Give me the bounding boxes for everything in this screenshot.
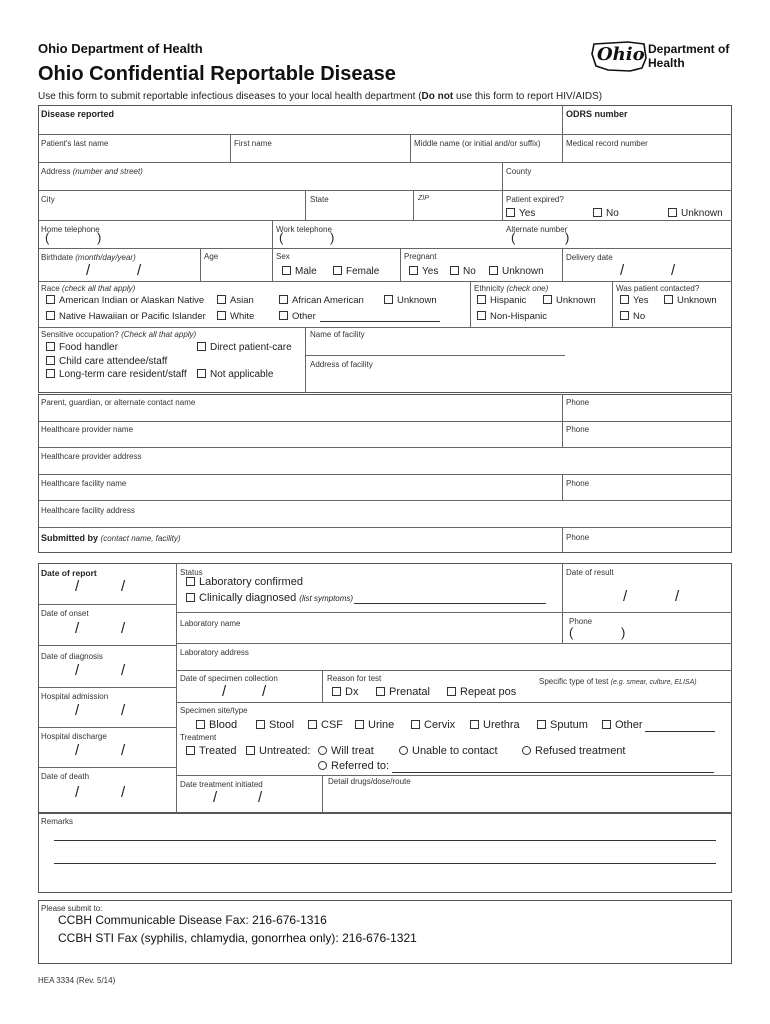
address-field[interactable] xyxy=(40,176,500,189)
checkbox-icon[interactable] xyxy=(217,311,226,320)
status-clinical-option[interactable]: Clinically diagnosed (list symptoms) xyxy=(186,592,353,604)
date-slash: / xyxy=(121,742,126,759)
close-paren: ) xyxy=(621,625,626,640)
contacted-yes-option[interactable]: Yes xyxy=(620,295,649,306)
sex-male-option[interactable]: Male xyxy=(282,266,317,277)
logo-word: Ohio xyxy=(597,44,645,65)
race-label: Race (check all that apply) xyxy=(41,284,136,293)
checkbox-icon[interactable] xyxy=(593,208,602,217)
hospital-discharge-field[interactable] xyxy=(40,742,174,766)
will-treat-option[interactable]: Will treat xyxy=(318,745,374,757)
date-slash: / xyxy=(75,702,80,719)
reason-prenatal-option[interactable]: Prenatal xyxy=(376,686,430,698)
checkbox-icon[interactable] xyxy=(46,356,55,365)
pregnant-label: Pregnant xyxy=(404,252,437,261)
lab-address-field[interactable] xyxy=(178,657,730,669)
lab-name-label: Laboratory name xyxy=(180,619,241,628)
provider-address-label: Healthcare provider address xyxy=(41,452,142,461)
submit-label: Please submit to: xyxy=(41,904,103,913)
specific-test-label: Specific type of test (e.g. smear, culture, ELISA) xyxy=(539,677,697,686)
date-report-label: Date of report xyxy=(41,568,97,578)
date-death-field[interactable] xyxy=(40,782,174,810)
checkbox-icon[interactable] xyxy=(543,295,552,304)
lab-name-field[interactable] xyxy=(178,628,560,642)
parent-contact-label: Parent, guardian, or alternate contact name xyxy=(41,398,196,407)
specific-test-field[interactable] xyxy=(537,687,730,701)
checkbox-icon[interactable] xyxy=(197,369,206,378)
facility-address-label: Address of facility xyxy=(310,360,373,369)
checkbox-icon[interactable] xyxy=(602,720,611,729)
last-name-label: Patient's last name xyxy=(41,139,109,148)
untreated-option[interactable]: Untreated: xyxy=(246,745,310,757)
date-slash: / xyxy=(262,683,267,700)
remarks-line[interactable] xyxy=(54,840,716,841)
checkbox-icon[interactable] xyxy=(477,295,486,304)
radio-icon[interactable] xyxy=(399,746,408,755)
date-slash: / xyxy=(213,789,218,806)
checkbox-icon[interactable] xyxy=(537,720,546,729)
checkbox-icon[interactable] xyxy=(46,295,55,304)
delivery-date-label: Delivery date xyxy=(566,253,613,262)
open-paren: ( xyxy=(45,230,50,245)
checkbox-icon[interactable] xyxy=(46,311,55,320)
expired-yes-option[interactable]: Yes xyxy=(506,208,535,219)
date-slash: / xyxy=(121,784,126,801)
facility-phone-label: Phone xyxy=(566,479,590,488)
date-slash: / xyxy=(623,588,628,605)
pregnant-unknown-option[interactable]: Unknown xyxy=(489,266,544,277)
mrn-label: Medical record number xyxy=(566,139,648,148)
age-field[interactable] xyxy=(202,262,270,280)
date-slash: / xyxy=(75,784,80,801)
checkbox-icon[interactable] xyxy=(256,720,265,729)
hospital-admission-field[interactable] xyxy=(40,702,174,726)
expired-no-option[interactable]: No xyxy=(593,208,619,219)
checkbox-icon[interactable] xyxy=(282,266,291,275)
checkbox-icon[interactable] xyxy=(46,342,55,351)
work-phone-label: Work telephone xyxy=(276,225,332,234)
checkbox-icon[interactable] xyxy=(506,208,515,217)
checkbox-icon[interactable] xyxy=(355,720,364,729)
open-paren: ( xyxy=(279,230,284,245)
date-slash: / xyxy=(75,578,80,595)
date-slash: / xyxy=(620,262,625,279)
last-name-field[interactable] xyxy=(40,148,228,161)
pregnant-yes-option[interactable]: Yes xyxy=(409,266,438,277)
parent-phone-field[interactable] xyxy=(564,408,730,420)
healthcare-facility-phone-field[interactable] xyxy=(564,488,730,500)
mrn-field[interactable] xyxy=(564,148,730,161)
submitted-by-field[interactable] xyxy=(40,541,560,552)
birthdate-label: Birthdate (month/day/year) xyxy=(41,253,136,262)
checkbox-icon[interactable] xyxy=(186,593,195,602)
form-footer: HEA 3334 (Rev. 5/14) xyxy=(38,976,116,985)
submit-fax-2: CCBH STI Fax (syphilis, chlamydia, gonorrhea only): 216-676-1321 xyxy=(58,931,417,945)
reason-label: Reason for test xyxy=(327,674,382,683)
date-slash: / xyxy=(675,588,680,605)
checkbox-icon[interactable] xyxy=(279,311,288,320)
status-label: Status xyxy=(180,568,203,577)
open-paren: ( xyxy=(511,230,516,245)
contacted-label: Was patient contacted? xyxy=(616,284,700,293)
date-slash: / xyxy=(86,262,91,279)
race-unknown-option[interactable]: Unknown xyxy=(384,295,437,306)
first-name-label: First name xyxy=(234,139,272,148)
logo-line2: Health xyxy=(648,56,685,70)
contacted-unknown-option[interactable]: Unknown xyxy=(664,295,717,306)
date-onset-field[interactable] xyxy=(40,620,174,644)
date-slash: / xyxy=(121,620,126,637)
race-native-hawaiian-option[interactable]: Native Hawaiian or Pacific Islander xyxy=(46,311,206,322)
facility-address-label: Healthcare facility address xyxy=(41,506,135,515)
site-urine-option[interactable]: Urine xyxy=(355,719,394,731)
checkbox-icon[interactable] xyxy=(384,295,393,304)
date-result-label: Date of result xyxy=(566,568,614,577)
ethnicity-unknown-option[interactable]: Unknown xyxy=(543,295,596,306)
healthcare-facility-field[interactable] xyxy=(40,488,560,500)
occupation-not-applicable-option[interactable]: Not applicable xyxy=(197,369,273,380)
middle-name-label: Middle name (or initial and/or suffix) xyxy=(414,139,541,148)
expired-unknown-option[interactable]: Unknown xyxy=(668,208,723,219)
submitted-phone-field[interactable] xyxy=(564,541,730,552)
treatment-date-field[interactable] xyxy=(178,789,320,811)
date-slash: / xyxy=(75,620,80,637)
date-slash: / xyxy=(671,262,676,279)
radio-icon[interactable] xyxy=(318,746,327,755)
checkbox-icon[interactable] xyxy=(620,295,629,304)
checkbox-icon[interactable] xyxy=(186,746,195,755)
facility-name-label: Healthcare facility name xyxy=(41,479,127,488)
checkbox-icon[interactable] xyxy=(489,266,498,275)
checkbox-icon[interactable] xyxy=(470,720,479,729)
checkbox-icon[interactable] xyxy=(186,577,195,586)
specimen-date-label: Date of specimen collection xyxy=(180,674,278,683)
date-slash: / xyxy=(258,789,263,806)
reason-dx-option[interactable]: Dx xyxy=(332,686,358,698)
occupation-long-term-care-option[interactable]: Long-term care resident/staff xyxy=(46,369,187,380)
provider-name-label: Healthcare provider name xyxy=(41,425,134,434)
occupation-food-handler-option[interactable]: Food handler xyxy=(46,342,118,353)
hospital-discharge-label: Hospital discharge xyxy=(41,732,107,741)
age-label: Age xyxy=(204,252,219,261)
site-blood-option[interactable]: Blood xyxy=(196,719,237,731)
odh-logo xyxy=(588,38,738,74)
remarks-line[interactable] xyxy=(54,863,716,864)
state-label: State xyxy=(310,195,329,204)
reason-repeat-option[interactable]: Repeat pos xyxy=(447,686,516,698)
odrs-number-field[interactable] xyxy=(564,120,730,133)
provider-name-field[interactable] xyxy=(40,434,560,446)
address-label: Address (number and street) xyxy=(41,167,143,176)
refused-treatment-option[interactable]: Refused treatment xyxy=(522,745,626,757)
site-urethra-option[interactable]: Urethra xyxy=(470,719,520,731)
pregnant-no-option[interactable]: No xyxy=(450,266,476,277)
occupation-direct-care-option[interactable]: Direct patient-care xyxy=(197,342,292,353)
patient-expired-label: Patient expired? xyxy=(506,195,564,204)
submitted-by-label: Submitted by (contact name, facility) xyxy=(41,533,181,543)
parent-contact-field[interactable] xyxy=(40,408,560,420)
date-slash: / xyxy=(121,702,126,719)
site-cervix-option[interactable]: Cervix xyxy=(411,719,455,731)
occupation-child-care-option[interactable]: Child care attendee/staff xyxy=(46,356,167,367)
zip-label: ZIP xyxy=(418,195,429,202)
parent-phone-label: Phone xyxy=(566,398,590,407)
date-slash: / xyxy=(137,262,142,279)
remarks-section xyxy=(38,813,732,893)
checkbox-icon[interactable] xyxy=(246,746,255,755)
county-label: County xyxy=(506,167,532,176)
treatment-date-label: Date treatment initiated xyxy=(180,780,263,789)
checkbox-icon[interactable] xyxy=(376,687,385,696)
lab-phone-label: Phone xyxy=(569,617,593,626)
checkbox-icon[interactable] xyxy=(308,720,317,729)
close-paren: ) xyxy=(330,230,335,245)
first-name-field[interactable] xyxy=(232,148,408,161)
middle-name-field[interactable] xyxy=(412,148,560,161)
home-phone-label: Home telephone xyxy=(41,225,100,234)
odrs-number-label: ODRS number xyxy=(566,109,628,119)
delivery-date-field[interactable] xyxy=(564,262,730,280)
treatment-label: Treatment xyxy=(180,733,217,742)
date-slash: / xyxy=(121,662,126,679)
race-other-line[interactable] xyxy=(320,321,440,322)
city-label: City xyxy=(41,195,55,204)
alternate-number-label: Alternate number xyxy=(506,225,568,234)
checkbox-icon[interactable] xyxy=(620,311,629,320)
site-sputum-option[interactable]: Sputum xyxy=(537,719,588,731)
checkbox-icon[interactable] xyxy=(333,266,342,275)
lab-address-label: Laboratory address xyxy=(180,648,249,657)
race-asian-option[interactable]: Asian xyxy=(217,295,254,306)
date-slash: / xyxy=(222,683,227,700)
date-death-label: Date of death xyxy=(41,772,90,781)
checkbox-icon[interactable] xyxy=(664,295,673,304)
referred-line[interactable] xyxy=(392,772,714,773)
referred-option[interactable]: Referred to: xyxy=(318,760,389,772)
symptoms-line[interactable] xyxy=(354,603,546,604)
status-confirmed-option[interactable]: Laboratory confirmed xyxy=(186,576,303,588)
date-report-field[interactable] xyxy=(40,578,174,602)
date-slash: / xyxy=(75,742,80,759)
date-slash: / xyxy=(121,578,126,595)
date-diagnosis-field[interactable] xyxy=(40,662,174,686)
contacted-no-option[interactable]: No xyxy=(620,311,645,322)
checkbox-icon[interactable] xyxy=(450,266,459,275)
provider-phone-label: Phone xyxy=(566,425,590,434)
open-paren: ( xyxy=(569,625,574,640)
ethnicity-label: Ethnicity (check one) xyxy=(474,284,549,293)
alternate-number-field[interactable] xyxy=(518,232,564,246)
facility-name-field[interactable] xyxy=(308,340,562,354)
close-paren: ) xyxy=(565,230,570,245)
provider-phone-field[interactable] xyxy=(564,434,730,446)
home-phone-field[interactable] xyxy=(52,232,96,246)
treated-option[interactable]: Treated xyxy=(186,745,237,757)
healthcare-facility-address-field[interactable] xyxy=(40,514,730,526)
specimen-site-label: Specimen site/type xyxy=(180,706,248,715)
specimen-date-field[interactable] xyxy=(178,683,320,701)
date-slash: / xyxy=(75,662,80,679)
work-phone-field[interactable] xyxy=(286,232,330,246)
occupation-label: Sensitive occupation? (Check all that apply) xyxy=(41,330,197,339)
disease-reported-field[interactable] xyxy=(40,120,560,133)
close-paren: ) xyxy=(97,230,102,245)
form-title: Ohio Confidential Reportable Disease xyxy=(38,63,396,85)
lab-phone-field[interactable] xyxy=(576,627,620,641)
logo-line1: Department of xyxy=(648,42,730,56)
facility-address-field[interactable] xyxy=(308,370,562,390)
facility-name-label: Name of facility xyxy=(310,330,365,339)
checkbox-icon[interactable] xyxy=(409,266,418,275)
race-african-american-option[interactable]: African American xyxy=(279,295,364,306)
checkbox-icon[interactable] xyxy=(332,687,341,696)
birthdate-field[interactable] xyxy=(40,262,198,280)
race-white-option[interactable]: White xyxy=(217,311,254,322)
checkbox-icon[interactable] xyxy=(447,687,456,696)
checkbox-icon[interactable] xyxy=(411,720,420,729)
site-other-line[interactable] xyxy=(645,731,715,732)
ethnicity-hispanic-option[interactable]: Hispanic xyxy=(477,295,526,306)
race-american-indian-option[interactable]: American Indian or Alaskan Native xyxy=(46,295,204,306)
site-stool-option[interactable]: Stool xyxy=(256,719,294,731)
radio-icon[interactable] xyxy=(522,746,531,755)
date-onset-label: Date of onset xyxy=(41,609,89,618)
site-csf-option[interactable]: CSF xyxy=(308,719,343,731)
drugs-label: Detail drugs/dose/route xyxy=(328,777,411,786)
submitted-phone-label: Phone xyxy=(566,533,590,542)
hospital-admission-label: Hospital admission xyxy=(41,692,109,701)
checkbox-icon[interactable] xyxy=(668,208,677,217)
checkbox-icon[interactable] xyxy=(477,311,486,320)
provider-address-field[interactable] xyxy=(40,461,730,473)
drugs-field[interactable] xyxy=(326,787,730,811)
ethnicity-non-hispanic-option[interactable]: Non-Hispanic xyxy=(477,311,547,322)
race-other-option[interactable]: Other xyxy=(279,311,316,322)
sex-label: Sex xyxy=(276,252,290,261)
date-result-field[interactable] xyxy=(564,580,730,610)
sex-female-option[interactable]: Female xyxy=(333,266,379,277)
county-field[interactable] xyxy=(504,176,730,189)
checkbox-icon[interactable] xyxy=(46,369,55,378)
checkbox-icon[interactable] xyxy=(279,295,288,304)
remarks-label: Remarks xyxy=(41,817,74,826)
submit-fax-1: CCBH Communicable Disease Fax: 216-676-1316 xyxy=(58,913,327,927)
form-subtitle: Use this form to submit reportable infectious diseases to your local health department (Do not use this form to report HIV/AIDS) xyxy=(38,91,603,102)
org-name: Ohio Department of Health xyxy=(38,41,203,56)
site-other-option[interactable]: Other xyxy=(602,719,643,731)
radio-icon[interactable] xyxy=(318,761,327,770)
checkbox-icon[interactable] xyxy=(197,342,206,351)
unable-contact-option[interactable]: Unable to contact xyxy=(399,745,498,757)
checkbox-icon[interactable] xyxy=(217,295,226,304)
date-diagnosis-label: Date of diagnosis xyxy=(41,652,103,661)
checkbox-icon[interactable] xyxy=(196,720,205,729)
disease-reported-label: Disease reported xyxy=(41,109,115,119)
